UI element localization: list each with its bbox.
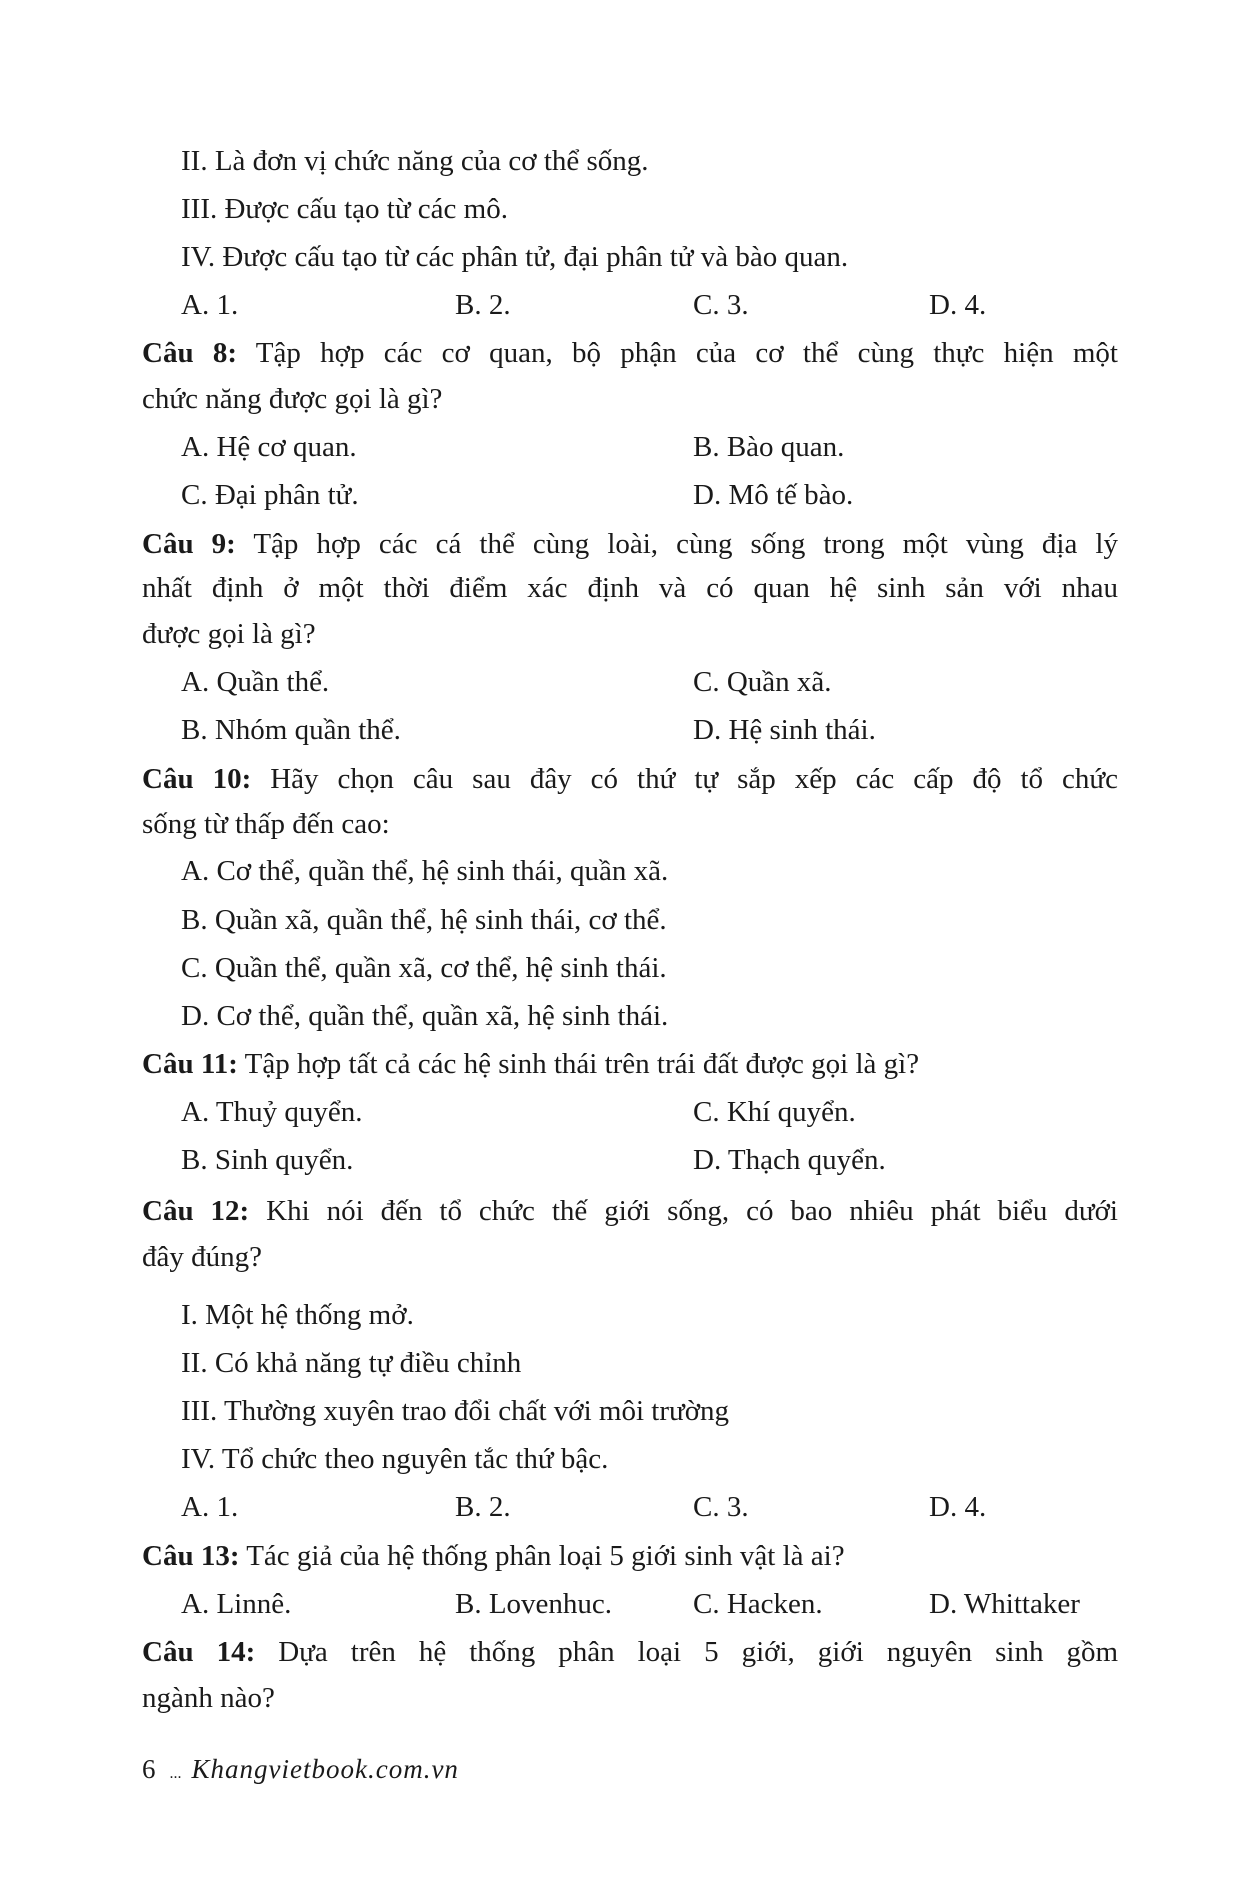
statement	[181, 1387, 1118, 1435]
question-text: chức năng được gọi là gì?	[142, 383, 443, 415]
question-line	[142, 1040, 1118, 1088]
option-row	[181, 658, 1118, 706]
option-row	[181, 1088, 1118, 1136]
statement-text: III. Thường xuyên trao đổi chất với môi trường	[181, 1395, 730, 1427]
footer-ellipsis: ...	[169, 1765, 182, 1782]
answer-option: B. Lovenhuc.	[455, 1588, 613, 1620]
statement-text: I. Một hệ thống mở.	[181, 1299, 414, 1331]
question-line	[142, 1233, 1118, 1281]
question-label: Câu 14:	[142, 1636, 256, 1668]
answer-option: D. Whittaker	[929, 1588, 1080, 1620]
answer-option: A. Quần thể.	[181, 666, 330, 698]
option-row	[181, 1483, 1118, 1531]
statement	[181, 1339, 1118, 1387]
answer-option: D. Mô tế bào.	[693, 479, 854, 511]
option-row	[181, 1136, 1118, 1184]
answer-option: D. 4.	[929, 289, 987, 321]
question-line	[142, 755, 1118, 803]
footer-website: Khangvietbook.com.vn	[191, 1754, 459, 1784]
question-text: Tác giả của hệ thống phân loại 5 giới sinh vật là ai?	[246, 1540, 845, 1572]
question-label: Câu 10:	[142, 763, 252, 795]
question-line	[142, 610, 1118, 658]
answer-option: C. Đại phân tử.	[181, 479, 359, 511]
question-line	[142, 800, 1118, 848]
question-label: Câu 12:	[142, 1195, 250, 1227]
page-number: 6	[142, 1754, 156, 1784]
question-line	[142, 1628, 1118, 1676]
statement	[181, 185, 1118, 233]
question-line	[142, 1532, 1118, 1580]
option-row	[181, 896, 1118, 944]
option-row	[181, 1580, 1118, 1628]
answer-option: B. Quần xã, quần thể, hệ sinh thái, cơ thể.	[181, 904, 667, 936]
question-text: Khi nói đến tổ chức thế giới sống, có bao nhiêu phát biểu dưới	[266, 1195, 1118, 1227]
question-text: sống từ thấp đến cao:	[142, 808, 390, 840]
answer-option: B. Sinh quyển.	[181, 1144, 354, 1176]
question-text: Hãy chọn câu sau đây có thứ tự sắp xếp các cấp độ tổ chức	[270, 763, 1118, 795]
statement	[181, 1291, 1118, 1339]
statement	[181, 137, 1118, 185]
question-text: Dựa trên hệ thống phân loại 5 giới, giới nguyên sinh gồm	[278, 1636, 1119, 1668]
answer-option: D. Cơ thể, quần thể, quần xã, hệ sinh thái.	[181, 1000, 669, 1032]
option-row	[181, 471, 1118, 519]
question-line	[142, 375, 1118, 423]
answer-option: A. Linnê.	[181, 1588, 292, 1620]
answer-option: A. Hệ cơ quan.	[181, 431, 357, 463]
question-text: Tập hợp các cá thể cùng loài, cùng sống trong một vùng địa lý	[253, 528, 1118, 560]
question-label: Câu 13:	[142, 1540, 240, 1572]
answer-option: D. Hệ sinh thái.	[693, 714, 876, 746]
statement-text: III. Được cấu tạo từ các mô.	[181, 193, 508, 225]
statement	[181, 1435, 1118, 1483]
answer-option: B. 2.	[455, 289, 511, 321]
option-row	[181, 992, 1118, 1040]
statement-text: IV. Tổ chức theo nguyên tắc thứ bậc.	[181, 1443, 609, 1475]
option-row	[181, 706, 1118, 754]
question-line	[142, 329, 1118, 377]
answer-option: D. 4.	[929, 1491, 987, 1523]
option-row	[181, 281, 1118, 329]
question-label: Câu 9:	[142, 528, 236, 560]
answer-option: C. Hacken.	[693, 1588, 823, 1620]
answer-option: B. Bào quan.	[693, 431, 845, 463]
answer-option: A. 1.	[181, 1491, 239, 1523]
statement-text: II. Có khả năng tự điều chỉnh	[181, 1347, 522, 1379]
question-line	[142, 564, 1118, 612]
question-text: nhất định ở một thời điểm xác định và có quan hệ sinh sản với nhau	[142, 572, 1118, 604]
statement-text: II. Là đơn vị chức năng của cơ thể sống.	[181, 145, 649, 177]
question-line	[142, 1674, 1118, 1722]
answer-option: A. 1.	[181, 289, 239, 321]
answer-option: A. Thuỷ quyển.	[181, 1096, 363, 1128]
answer-option: C. Quần xã.	[693, 666, 832, 698]
answer-option: B. 2.	[455, 1491, 511, 1523]
answer-option: B. Nhóm quần thể.	[181, 714, 401, 746]
statement-text: IV. Được cấu tạo từ các phân tử, đại phân tử và bào quan.	[181, 241, 849, 273]
answer-option: C. 3.	[693, 1491, 749, 1523]
question-text: Tập hợp các cơ quan, bộ phận của cơ thể cùng thực hiện một	[255, 337, 1118, 369]
answer-option: C. 3.	[693, 289, 749, 321]
answer-option: D. Thạch quyển.	[693, 1144, 886, 1176]
question-text: đây đúng?	[142, 1241, 262, 1273]
option-row	[181, 847, 1118, 895]
question-label: Câu 8:	[142, 337, 238, 369]
answer-option: A. Cơ thể, quần thể, hệ sinh thái, quần xã.	[181, 855, 669, 887]
option-row	[181, 944, 1118, 992]
question-label: Câu 11:	[142, 1048, 238, 1080]
statement	[181, 233, 1118, 281]
option-row	[181, 423, 1118, 471]
question-text: ngành nào?	[142, 1682, 275, 1714]
question-line	[142, 520, 1118, 568]
answer-option: C. Quần thể, quần xã, cơ thể, hệ sinh thái.	[181, 952, 667, 984]
question-text: được gọi là gì?	[142, 618, 316, 650]
question-text: Tập hợp tất cả các hệ sinh thái trên trái đất được gọi là gì?	[244, 1048, 920, 1080]
page-footer	[142, 1745, 459, 1793]
answer-option: C. Khí quyển.	[693, 1096, 856, 1128]
question-line	[142, 1187, 1118, 1235]
